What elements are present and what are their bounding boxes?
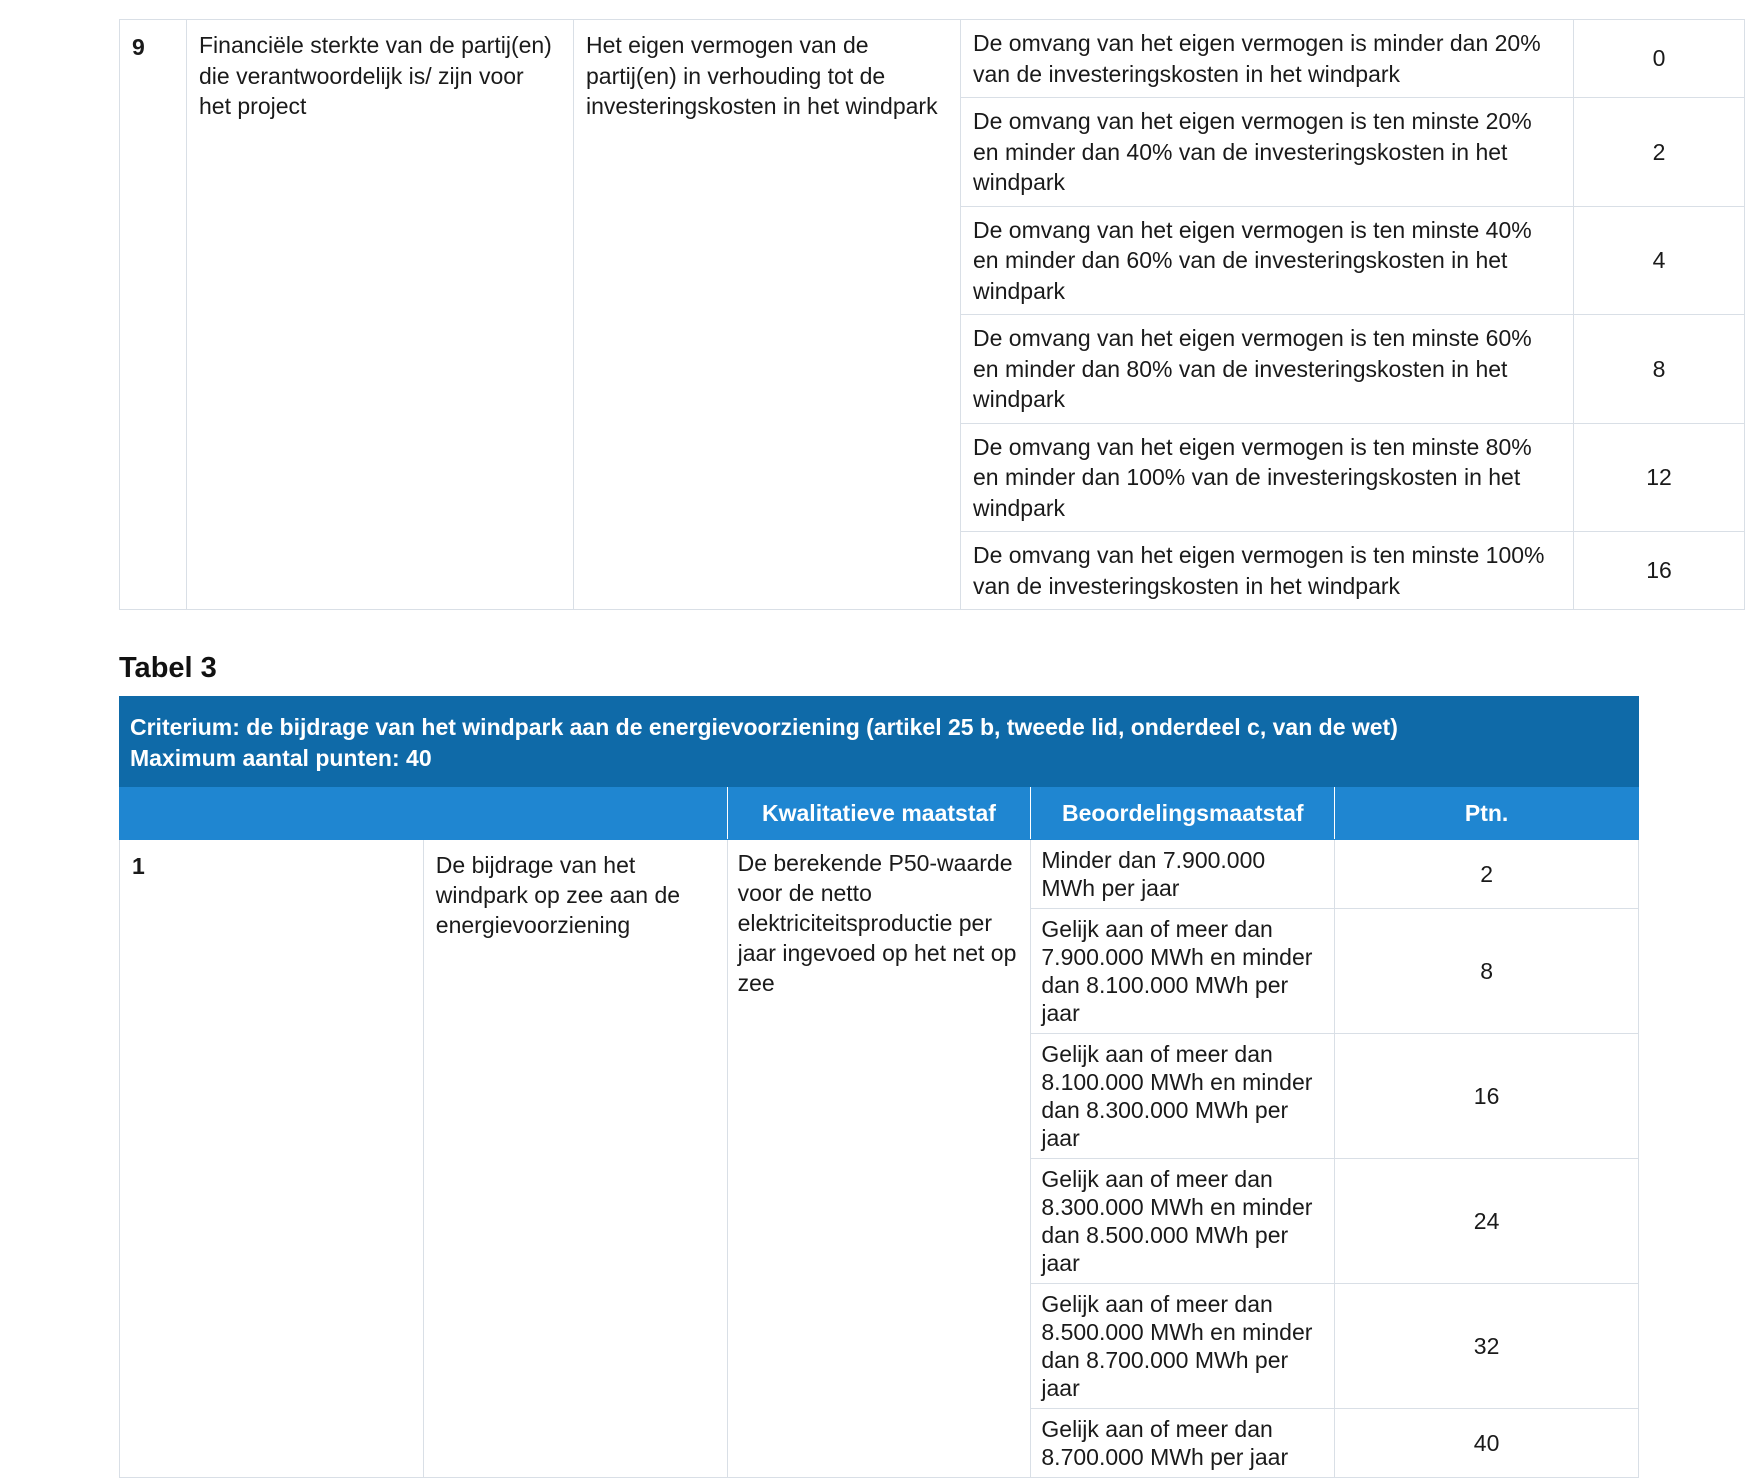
assessment-rule: Minder dan 7.900.000 MWh per jaar <box>1031 840 1335 909</box>
assessment-rule: De omvang van het eigen vermogen is ten minste 80% en minder dan 100% van de investeringskosten in het windpark <box>961 423 1574 532</box>
table-row <box>120 840 1639 909</box>
criterion-number: 1 <box>120 840 424 1478</box>
tabel-3 <box>119 696 1639 1478</box>
assessment-rule: Gelijk aan of meer dan 8.700.000 MWh per jaar <box>1031 1409 1335 1478</box>
points-value: 24 <box>1335 1159 1639 1284</box>
criterion-banner <box>120 697 1639 787</box>
points-value: 0 <box>1574 20 1745 98</box>
assessment-rule: De omvang van het eigen vermogen is minder dan 20% van de investeringskosten in het windpark <box>961 20 1574 98</box>
criterion-title: Criterium: de bijdrage van het windpark aan de energievoorziening (artikel 25 b, tweede lid, onderdeel c, van de wet) <box>130 714 1398 740</box>
points-value: 16 <box>1335 1034 1639 1159</box>
max-points: Maximum aantal punten: 40 <box>130 745 432 771</box>
header-qualitative: Kwalitatieve maatstaf <box>727 787 1031 840</box>
points-value: 16 <box>1574 532 1745 610</box>
qualitative-measure: De berekende P50-waarde voor de netto elektriciteitsproductie per jaar ingevoed op het net op zee <box>727 840 1031 1478</box>
points-value: 2 <box>1335 840 1639 909</box>
points-value: 4 <box>1574 206 1745 315</box>
points-value: 40 <box>1335 1409 1639 1478</box>
column-header-row <box>120 787 1639 840</box>
points-value: 8 <box>1335 909 1639 1034</box>
points-value: 2 <box>1574 98 1745 207</box>
assessment-rule: Gelijk aan of meer dan 8.500.000 MWh en minder dan 8.700.000 MWh per jaar <box>1031 1284 1335 1409</box>
assessment-rule: Gelijk aan of meer dan 7.900.000 MWh en minder dan 8.100.000 MWh per jaar <box>1031 909 1335 1034</box>
header-assessment: Beoordelingsmaatstaf <box>1031 787 1335 840</box>
points-value: 32 <box>1335 1284 1639 1409</box>
header-empty <box>120 787 728 840</box>
criterion-banner-cell <box>120 697 1639 787</box>
header-points: Ptn. <box>1335 787 1639 840</box>
criterion-9-table <box>119 19 1745 610</box>
points-value: 12 <box>1574 423 1745 532</box>
assessment-rule: Gelijk aan of meer dan 8.300.000 MWh en minder dan 8.500.000 MWh per jaar <box>1031 1159 1335 1284</box>
assessment-rule: De omvang van het eigen vermogen is ten minste 20% en minder dan 40% van de investeringskosten in het windpark <box>961 98 1574 207</box>
assessment-rule: De omvang van het eigen vermogen is ten minste 100% van de investeringskosten in het windpark <box>961 532 1574 610</box>
table-title: Tabel 3 <box>119 652 217 684</box>
criterion-number: 9 <box>120 20 187 610</box>
qualitative-measure: Het eigen vermogen van de partij(en) in verhouding tot de investeringskosten in het windpark <box>574 20 961 610</box>
assessment-rule: Gelijk aan of meer dan 8.100.000 MWh en minder dan 8.300.000 MWh per jaar <box>1031 1034 1335 1159</box>
criterion-description: Financiële sterkte van de partij(en) die verantwoordelijk is/ zijn voor het project <box>187 20 574 610</box>
points-value: 8 <box>1574 315 1745 424</box>
table-row <box>120 20 1745 98</box>
assessment-rule: De omvang van het eigen vermogen is ten minste 40% en minder dan 60% van de investeringskosten in het windpark <box>961 206 1574 315</box>
assessment-rule: De omvang van het eigen vermogen is ten minste 60% en minder dan 80% van de investeringskosten in het windpark <box>961 315 1574 424</box>
criterion-description: De bijdrage van het windpark op zee aan de energievoorziening <box>423 840 727 1478</box>
